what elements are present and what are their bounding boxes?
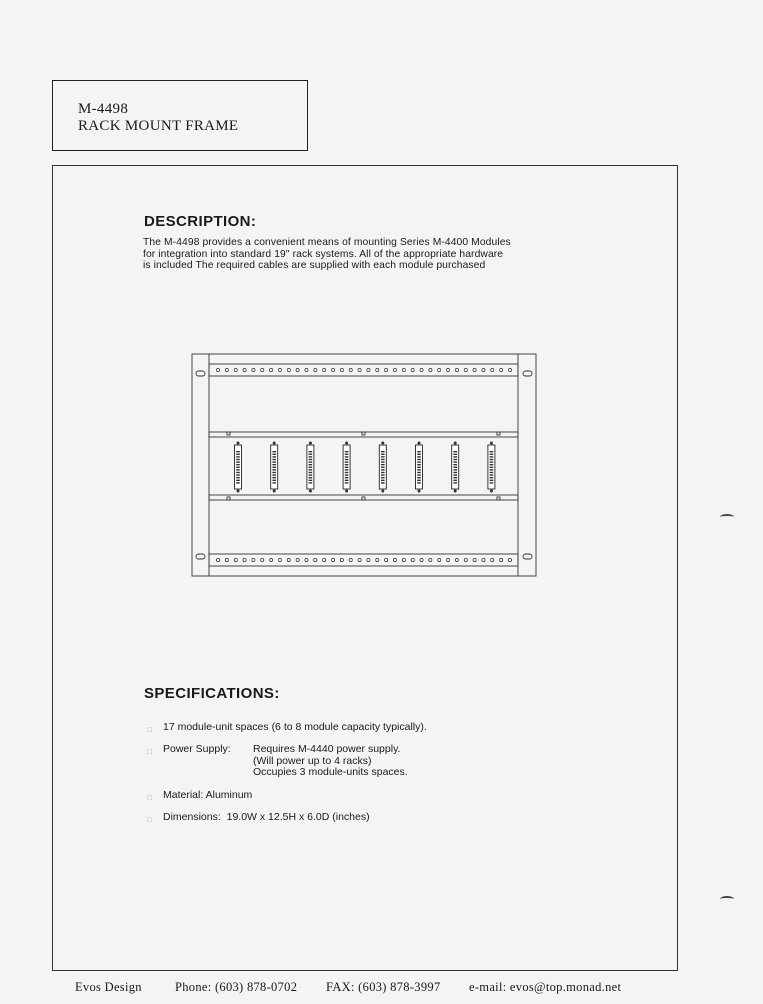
footer-fax: FAX: (603) 878-3997 (326, 980, 441, 994)
rail-hole (269, 368, 272, 371)
description-line: The M-4498 provides a convenient means of mounting Series M-4400 Modules (143, 237, 511, 248)
ear-slot (196, 371, 205, 376)
rail-hole (508, 558, 511, 561)
rail-hole (252, 368, 255, 371)
rail-hole (500, 558, 503, 561)
module-connector (343, 442, 350, 493)
rail-hole (252, 558, 255, 561)
rail-hole (376, 368, 379, 371)
module-connector (416, 442, 423, 493)
spec-label: Dimensions: (163, 811, 221, 823)
rail-hole (420, 558, 423, 561)
rail-hole (225, 558, 228, 561)
spec-item-dimensions (147, 811, 370, 824)
rail-hole (455, 558, 458, 561)
scan-mark (720, 896, 734, 902)
rail-hole (269, 558, 272, 561)
product-name: RACK MOUNT FRAME (78, 118, 239, 134)
spec-text: 17 module-unit spaces (6 to 8 module capacity typically). (163, 721, 427, 733)
rail-hole (393, 558, 396, 561)
footer-phone: Phone: (603) 878-0702 (175, 980, 298, 994)
rail-hole (446, 368, 449, 371)
rack-outer-frame (192, 354, 536, 576)
rack-top-rail (209, 364, 518, 376)
rack-frame-drawing (190, 352, 540, 582)
rail-fastener (497, 432, 500, 435)
rail-hole (243, 558, 246, 561)
rail-hole (455, 368, 458, 371)
spec-item-material (147, 789, 253, 802)
spec-value-line: Requires M-4440 power supply. (253, 743, 401, 755)
footer-email: e-mail: evos@top.monad.net (469, 980, 622, 994)
spec-item-power-supply (147, 743, 408, 779)
rail-hole (402, 558, 405, 561)
rail-hole (402, 368, 405, 371)
rail-hole (331, 368, 334, 371)
spec-value-line: Occupies 3 module-units spaces. (253, 766, 408, 778)
rail-fastener (362, 497, 365, 500)
description-text (143, 237, 593, 272)
rail-hole (508, 368, 511, 371)
rail-hole (234, 558, 237, 561)
footer-company: Evos Design (75, 980, 142, 994)
rail-hole (482, 558, 485, 561)
rail-hole (438, 368, 441, 371)
specifications-heading: SPECIFICATIONS: (144, 685, 280, 702)
rail-hole (358, 558, 361, 561)
bullet-icon: □ (147, 747, 152, 756)
rail-hole (491, 558, 494, 561)
rail-hole (261, 558, 264, 561)
rail-hole (216, 558, 219, 561)
rail-hole (358, 368, 361, 371)
ear-slot (523, 371, 532, 376)
rail-hole (385, 558, 388, 561)
bullet-icon: □ (147, 815, 152, 824)
bullet-icon: □ (147, 793, 152, 802)
rail-hole (376, 558, 379, 561)
rail-hole (411, 558, 414, 561)
rail-hole (340, 368, 343, 371)
module-connector (488, 442, 495, 493)
rail-hole (464, 558, 467, 561)
rail-hole (278, 558, 281, 561)
rail-hole (314, 558, 317, 561)
rail-hole (349, 368, 352, 371)
rail-hole (500, 368, 503, 371)
module-connector (452, 442, 459, 493)
spec-value: Aluminum (205, 789, 253, 801)
spec-value-line: (Will power up to 4 racks) (253, 754, 372, 767)
rail-hole (340, 558, 343, 561)
rail-hole (287, 368, 290, 371)
rail-hole (261, 368, 264, 371)
rail-hole (420, 368, 423, 371)
rail-hole (323, 368, 326, 371)
rail-hole (385, 368, 388, 371)
spec-label: Power Supply: (163, 743, 231, 755)
rail-hole (464, 368, 467, 371)
rack-bottom-rail (209, 554, 518, 566)
rail-hole (429, 368, 432, 371)
rail-fastener (362, 432, 365, 435)
rail-fastener (227, 432, 230, 435)
module-connector (235, 442, 242, 493)
module-connector (307, 442, 314, 493)
rail-fastener (227, 497, 230, 500)
rail-hole (331, 558, 334, 561)
title-box (52, 80, 308, 151)
module-connector (271, 442, 278, 493)
rail-hole (393, 368, 396, 371)
rail-hole (367, 368, 370, 371)
rack-upper-mid-rail (209, 432, 518, 437)
module-connector (379, 442, 386, 493)
description-line: for integration into standard 19" rack systems. All of the appropriate hardware (143, 248, 504, 260)
rail-hole (429, 558, 432, 561)
rail-hole (438, 558, 441, 561)
spec-label: Material: (163, 789, 204, 801)
rail-hole (491, 368, 494, 371)
rail-hole (216, 368, 219, 371)
rail-hole (314, 368, 317, 371)
ear-slot (196, 554, 205, 559)
rail-hole (482, 368, 485, 371)
spec-item-module-spaces (147, 721, 427, 734)
ear-slot (523, 554, 532, 559)
rail-fastener (497, 497, 500, 500)
rail-hole (296, 368, 299, 371)
rail-hole (446, 558, 449, 561)
spec-value: 19.0W x 12.5H x 6.0D (inches) (226, 811, 370, 823)
rail-hole (473, 558, 476, 561)
rail-hole (473, 368, 476, 371)
rail-hole (305, 558, 308, 561)
bullet-icon: □ (147, 725, 152, 734)
rail-hole (243, 368, 246, 371)
rail-hole (349, 558, 352, 561)
rail-hole (234, 368, 237, 371)
rail-hole (323, 558, 326, 561)
rack-lower-mid-rail (209, 495, 518, 500)
description-line: is included The required cables are supplied with each module purchased (143, 260, 486, 271)
scan-mark (720, 514, 734, 520)
rail-hole (296, 558, 299, 561)
model-number: M-4498 (78, 101, 129, 117)
description-heading: DESCRIPTION: (144, 213, 257, 230)
spec-value (253, 744, 408, 779)
rail-hole (287, 558, 290, 561)
rail-hole (225, 368, 228, 371)
rail-hole (305, 368, 308, 371)
rail-hole (367, 558, 370, 561)
rail-hole (278, 368, 281, 371)
rail-hole (411, 368, 414, 371)
